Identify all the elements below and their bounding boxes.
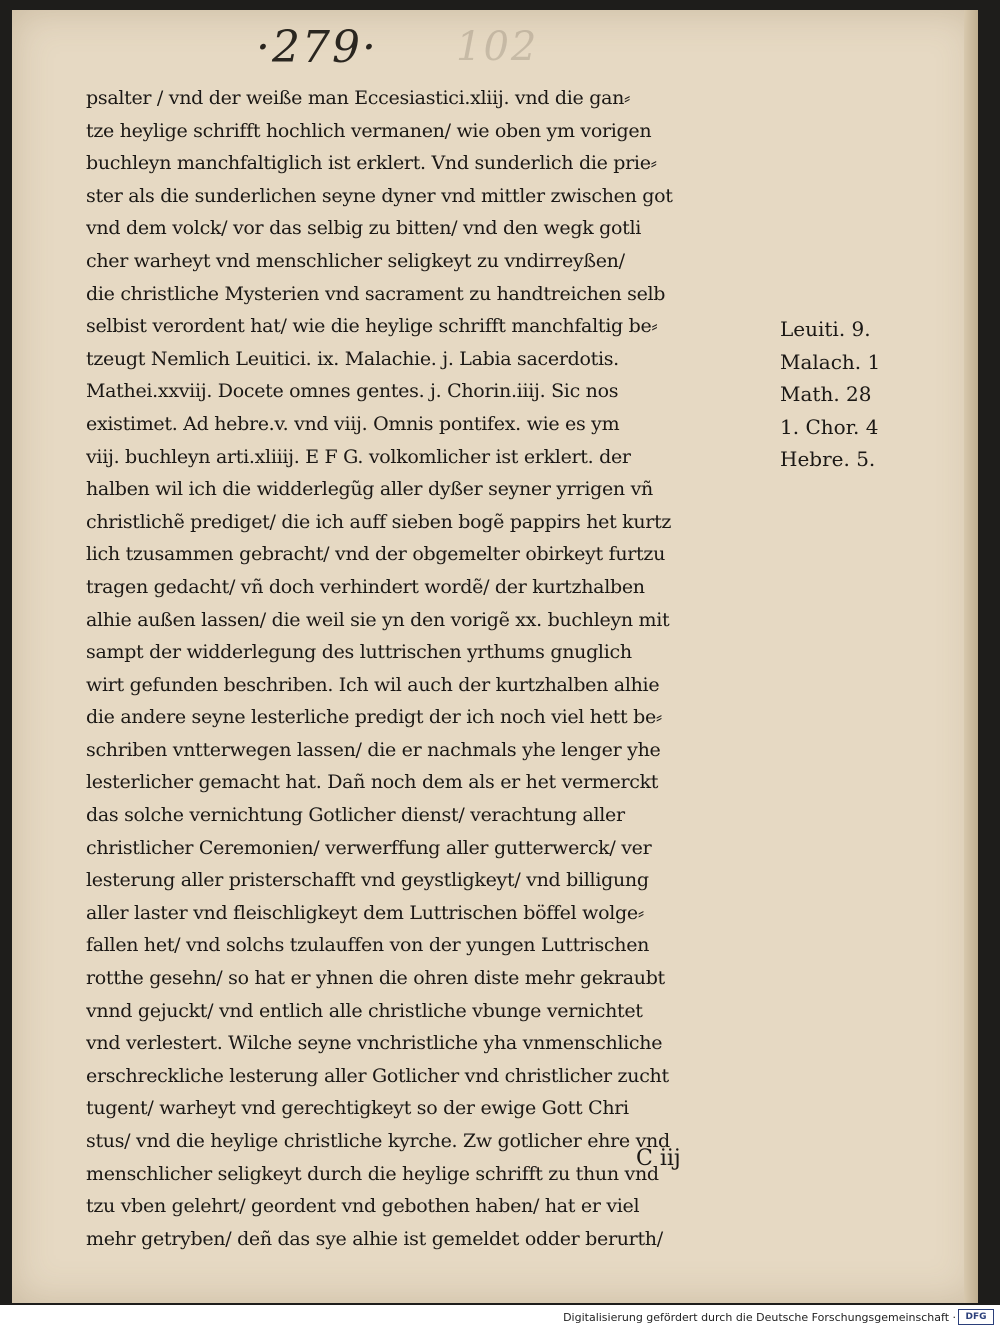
text-line: tze heylige schrifft hochlich vermanen/ wie oben ym vorigen [86, 119, 652, 142]
folio-number: ·279· [256, 22, 378, 73]
text-line: halben wil ich die widderlegũg aller dyßer seyner yrrigen vñ [86, 478, 653, 501]
text-line: Mathei.xxviij. Docete omnes gentes. j. Chorin.iiij. Sic nos [86, 380, 619, 403]
digitization-credit: Digitalisierung gefördert durch die Deutsche Forschungsgemeinschaft · [563, 1311, 956, 1324]
text-line: die christliche Mysterien vnd sacrament zu handtreichen selb [86, 282, 666, 305]
text-line: vnnd gejuckt/ vnd entlich alle christliche vbunge vernichtet [86, 999, 643, 1022]
page-edge [964, 10, 978, 1303]
margin-note: 1. Chor. 4 [780, 414, 879, 439]
text-line: wirt gefunden beschriben. Ich wil auch der kurtzhalben alhie [86, 673, 660, 696]
text-line: ster als die sunderlichen seyne dyner vnd mittler zwischen got [86, 184, 673, 207]
text-line: menschlicher seligkeyt durch die heylige schrifft zu thun vnd [86, 1162, 659, 1185]
signature-mark: C iij [636, 1146, 681, 1171]
margin-note: Hebre. 5. [780, 447, 876, 472]
text-line: tzu vben gelehrt/ geordent vnd gebothen haben/ hat er viel [86, 1195, 640, 1218]
old-folio-number: 102 [456, 24, 539, 70]
text-line: aller laster vnd fleischligkeyt dem Luttrischen böffel wolge⸗ [86, 901, 644, 924]
text-line: selbist verordent hat/ wie die heylige schrifft manchfaltig be⸗ [86, 315, 658, 338]
margin-note: Math. 28 [780, 382, 872, 407]
text-line: cher warheyt vnd menschlicher seligkeyt zu vndirreyßen/ [86, 249, 625, 272]
body-text [86, 82, 786, 1255]
text-line: christlichẽ prediget/ die ich auff sieben bogẽ pappirs het kurtz [86, 510, 672, 533]
text-line: stus/ vnd die heylige christliche kyrche. Zw gotlicher ehre vnd [86, 1130, 670, 1152]
text-line: sampt der widderlegung des luttrischen yrthums gnuglich [86, 641, 632, 664]
text-line: erschreckliche lesterung aller Gotlicher vnd christlicher zucht [86, 1064, 669, 1087]
text-line: psalter / vnd der weiße man Eccesiastici.xliij. vnd die gan⸗ [86, 87, 631, 109]
text-line: das solche vernichtung Gotlicher dienst/ verachtung aller [86, 804, 625, 827]
text-line: mehr getryben/ deñ das sye alhie ist gemeldet odder berurth/ [86, 1227, 663, 1250]
margin-notes [780, 313, 930, 476]
text-line: alhie außen lassen/ die weil sie yn den vorigẽ xx. buchleyn mit [86, 608, 670, 631]
dfg-logo: DFG [958, 1309, 994, 1325]
text-line: christlicher Ceremonien/ verwerffung aller gutterwerck/ ver [86, 836, 652, 859]
text-line: lesterlicher gemacht hat. Dañ noch dem als er het vermerckt [86, 771, 659, 794]
text-line: tugent/ warheyt vnd gerechtigkeyt so der ewige Gott Chri [86, 1097, 629, 1120]
text-line: schriben vntterwegen lassen/ die er nachmals yhe lenger yhe [86, 738, 661, 761]
text-line: rotthe gesehn/ so hat er yhnen die ohren diste mehr gekraubt [86, 967, 665, 990]
text-line: tzeugt Nemlich Leuitici. ix. Malachie. j. Labia sacerdotis. [86, 347, 619, 370]
text-line: tragen gedacht/ vñ doch verhindert wordẽ/ der kurtzhalben [86, 575, 645, 598]
text-line: viij. buchleyn arti.xliiij. E F G. volkomlicher ist erklert. der [86, 445, 631, 468]
text-line: lesterung aller pristerschafft vnd geystligkeyt/ vnd billigung [86, 869, 649, 892]
text-line: die andere seyne lesterliche predigt der ich noch viel hett be⸗ [86, 706, 662, 729]
text-line: vnd verlestert. Wilche seyne vnchristliche yha vnmenschliche [86, 1032, 663, 1055]
margin-note: Malach. 1 [780, 349, 881, 374]
text-line: fallen het/ vnd solchs tzulauffen von der yungen Luttrischen [86, 934, 650, 957]
text-line: buchleyn manchfaltiglich ist erklert. Vnd sunderlich die prie⸗ [86, 152, 657, 175]
margin-note: Leuiti. 9. [780, 317, 871, 341]
text-line: lich tzusammen gebracht/ vnd der obgemelter obirkeyt furtzu [86, 543, 666, 566]
text-line: existimet. Ad hebre.v. vnd viij. Omnis pontifex. wie es ym [86, 412, 620, 435]
text-line: vnd dem volck/ vor das selbig zu bitten/ vnd den wegk gotli [86, 217, 642, 240]
